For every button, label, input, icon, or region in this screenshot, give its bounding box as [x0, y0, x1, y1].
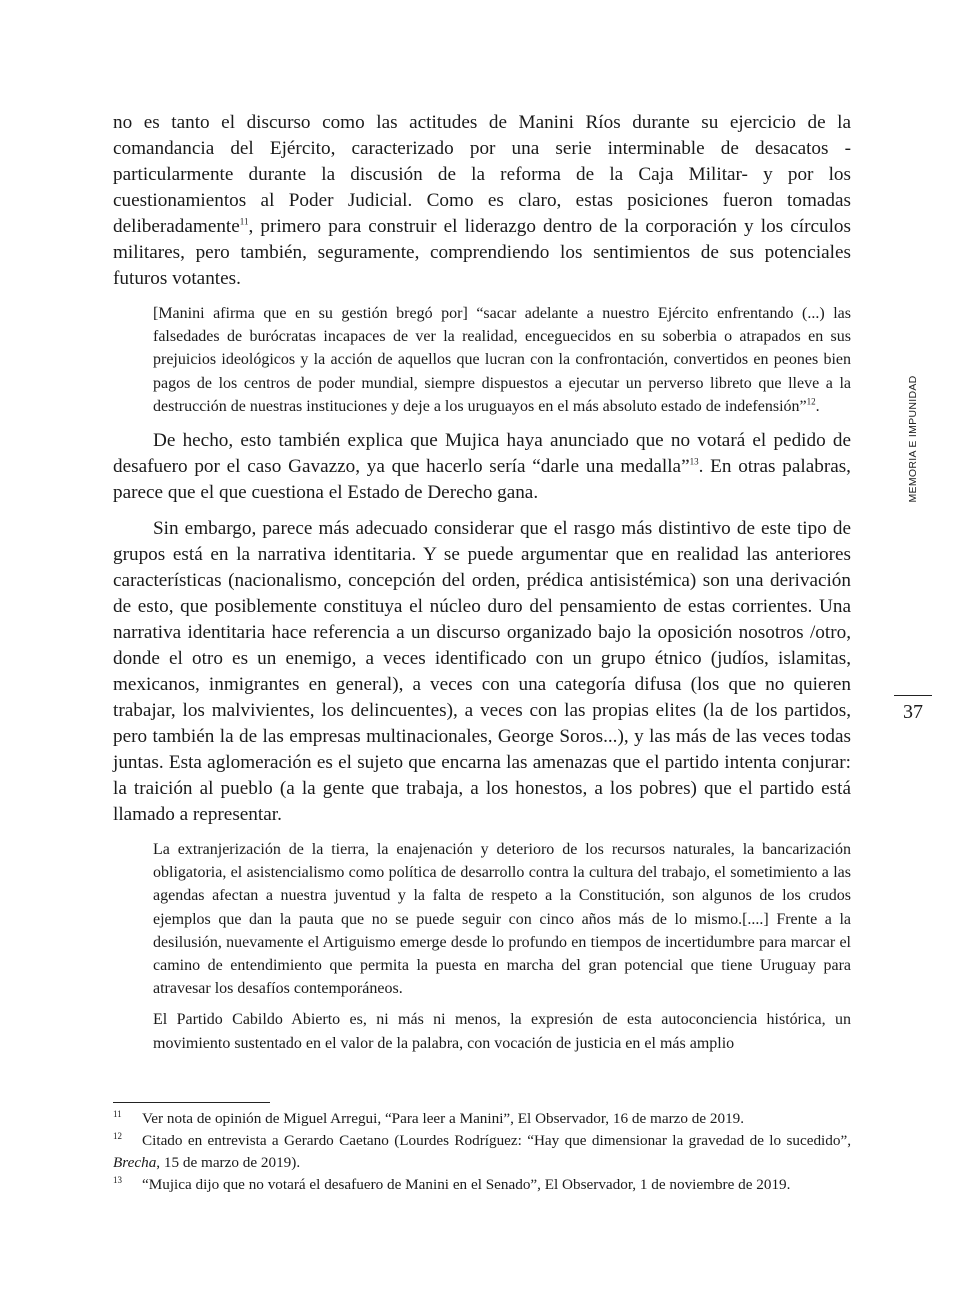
page-number: 37	[903, 701, 923, 723]
paragraph-text: . En otras palabras, parece que el que cuestiona el Estado de Derecho gana.	[113, 456, 851, 504]
footnote-text: , 15 de marzo de 2019).	[156, 1154, 301, 1171]
footnotes	[113, 1108, 851, 1196]
footnote-italic-title: Brecha	[113, 1154, 157, 1171]
paragraph-3: Sin embargo, parece más adecuado considerar que el rasgo más distintivo de este tipo de grupos está en la narrativa identitaria. Y se puede argumentar que en realidad las anteriores características (nacionalismo, concepción del orden, prédica antisistémica) son una derivación de esto, que posiblemente constituya el núcleo duro del pensamiento de estas corrientes. Una narrativa identitaria hace referencia a un discurso organizado bajo la oposición nosotros /otro, donde el otro es un enemigo, a veces identificado con un grupo étnico (judíos, islamitas, mexicanos, inmigrantes en general), a veces con una categoría difusa (los que no quieren trabajar, los malvivientes, los delincuentes), a veces con las propias elites (la de los partidos, pero también la de las empresas multinacionales, George Soros...), y las más de las veces todas juntas. Esta aglomeración es el sujeto que encarna las amenazas que el partido intenta conjurar: la traición al pueblo (a la gente que trabaja, a los honestos, a los pobres) que el partido está llamado a representar.	[113, 518, 851, 826]
paragraph-text: De hecho, esto también explica que Mujica haya anunciado que no votará el pedido de desafuero por el caso Gavazzo, ya que hacerlo sería “darle una medalla”	[113, 430, 851, 478]
paragraph-text: , primero para construir el liderazgo dentro de la corporación y los círculos militares, pero también, seguramente, comprendiendo los sentimientos de sus potenciales futuros votantes.	[113, 216, 851, 289]
footnote-text: “Mujica dijo que no votará el desafuero de Manini en el Senado”, El Observador, 1 de noviembre de 2019.	[142, 1176, 791, 1193]
footnote-ref-13[interactable]: 13	[689, 456, 699, 467]
footnote-11: 11 Ver nota de opinión de Miguel Arregui, “Para leer a Manini”, El Observador, 16 de marzo de 2019.	[113, 1108, 745, 1127]
paragraph-1	[113, 110, 851, 292]
footnote-ref-11[interactable]: 11	[239, 216, 249, 227]
block-quote-1	[153, 302, 851, 418]
footnote-12: 12 Citado en entrevista a Gerardo Caetano (Lourdes Rodríguez: “Hay que dimensionar la gravedad de lo sucedido”, Brecha, 15 de marzo de 2019).	[113, 1130, 851, 1171]
quote-text: .	[815, 397, 820, 415]
paragraph-text: no es tanto el discurso como las actitudes de Manini Ríos durante su ejercicio de la comandancia del Ejército, caracterizado por una serie interminable de desacatos -particularmente durante la discusión de la reforma de la Caja Militar- y por los cuestionamientos al Poder Judicial. Como es claro, estas posiciones fueron tomadas deliberadamente	[113, 112, 851, 237]
block-quote-2: La extranjerización de la tierra, la enajenación y deterioro de los recursos naturales, la bancarización obligatoria, el asistencialismo como política de desarrollo contra la cultura del trabajo, el sometimiento a las agendas afectan a nuestra juventud y la falta de respeto a la Constitución, son algunos de los crudos ejemplos que dan la pauta que no se puede seguir con cinco años más de lo mismo.[....] Frente a la desilusión, nuevamente el Artiguismo emerge desde lo profundo en tiempos de incertidumbre para marcar el camino de entendimiento que permita la puesta en marcha del gran potencial que tiene Uruguay para atravesar los desafíos contemporáneos.	[153, 841, 851, 998]
page-number-rule	[894, 695, 932, 696]
running-header-vertical	[906, 366, 920, 512]
footnote-13: 13 “Mujica dijo que no votará el desafuero de Manini en el Senado”, El Observador, 1 de noviembre de 2019.	[113, 1174, 791, 1193]
running-header-text: MEMORIA E IMPUNIDAD	[907, 375, 919, 503]
paragraph-2	[113, 428, 851, 506]
main-text	[113, 110, 851, 1065]
footnote-text: Citado en entrevista a Gerardo Caetano (Lourdes Rodríguez: “Hay que dimensionar la gravedad de lo sucedido”,	[142, 1132, 851, 1149]
quote-text: [Manini afirma que en su gestión bregó por] “sacar adelante a nuestro Ejército enfrentando (...) las falsedades de burócratas incapaces de ver la realidad, enceguecidos en su soberbia o atrapados en sus prejuicios ideológicos y la acción de aquellos que lucran con la confrontación, convertidos en peones bien pagos de los centros de poder mundial, siempre dispuestos a ejecutar un perverso libreto que lleve a la destrucción de nuestras instituciones y deje a los uruguayos en el más absoluto estado de indefensión”	[153, 305, 851, 415]
footnote-text: Ver nota de opinión de Miguel Arregui, “Para leer a Manini”, El Observador, 16 de marzo de 2019.	[142, 1110, 745, 1127]
footnote-ref-12[interactable]: 12	[806, 396, 816, 407]
block-quote-3: El Partido Cabildo Abierto es, ni más ni menos, la expresión de esta autoconciencia histórica, un movimiento sustentado en el valor de la palabra, con vocación de justicia en el más amplio	[153, 1011, 851, 1052]
footnote-divider	[113, 1102, 270, 1103]
